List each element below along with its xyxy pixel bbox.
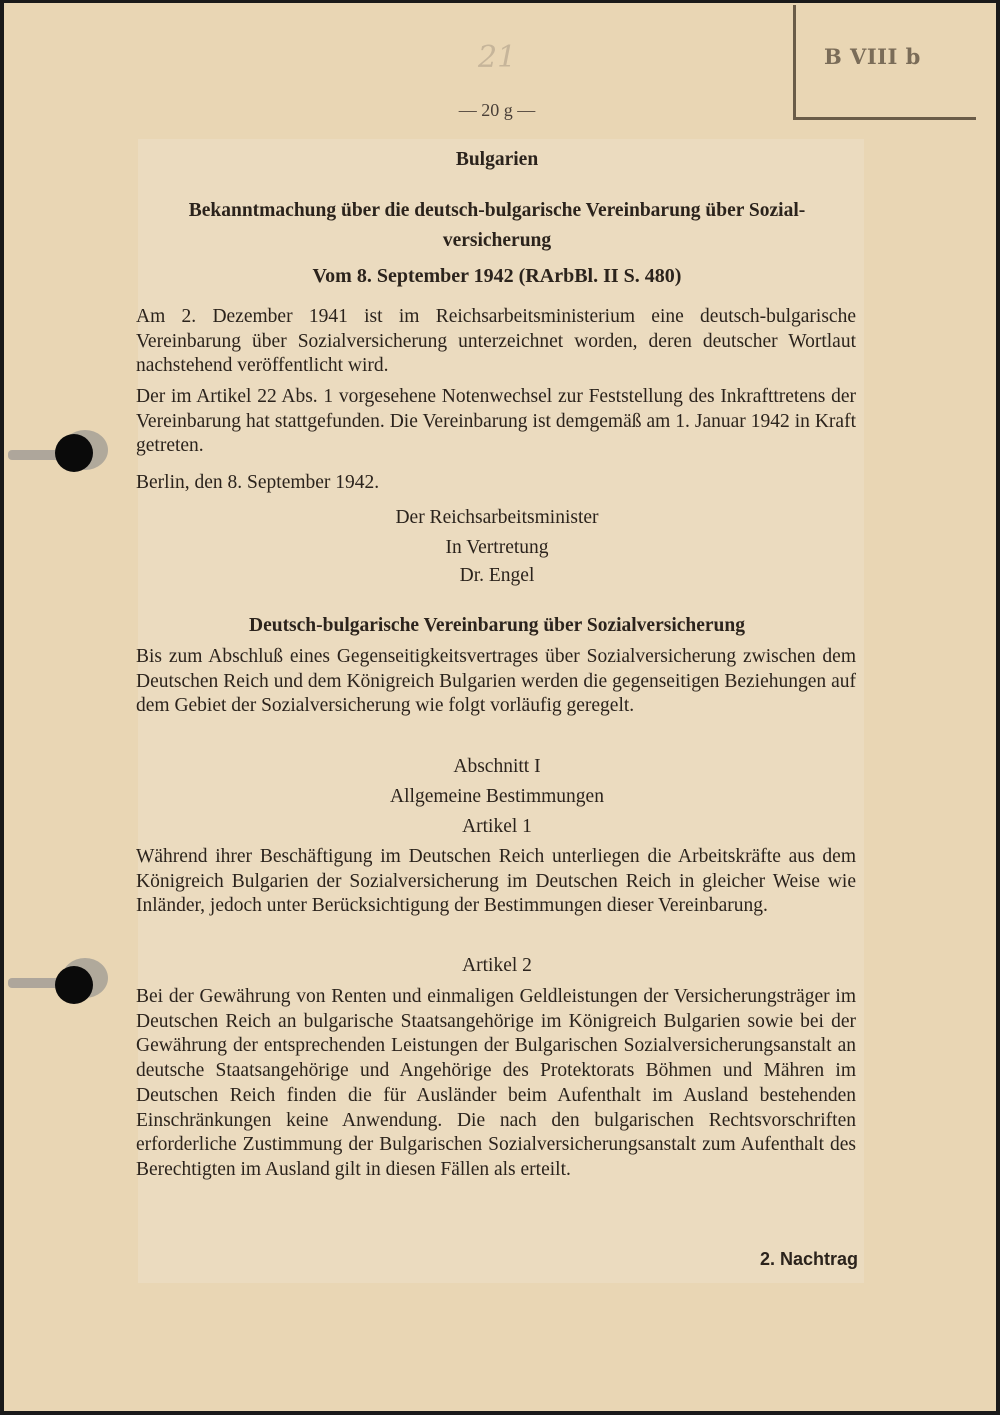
article-1-text: Während ihrer Beschäftigung im Deutschen Reich unterliegen die Arbeitskräfte aus dem Königreich Bulgarien der Sozialversicherung im Deutschen Reich in gleicher Weise wie Inländer, jedoch unter Berücksichtigung der Bestimmungen dieser Vereinbarung. [136, 846, 856, 917]
page-number: — 20 g — [458, 100, 536, 120]
paragraph-1: Am 2. Dezember 1941 ist im Reichsarbeitsministerium eine deutsch-bulgarische Vereinbarung über Sozialversicherung unterzeichnet worden, deren deutscher Wortlaut nachstehend veröffentlicht wird. [136, 306, 856, 377]
signature-name: Dr. Engel [459, 565, 535, 586]
announcement-title-line2: versicherung [442, 230, 552, 251]
agreement-title: Deutsch-bulgarische Vereinbarung über Sozialversicherung [248, 615, 745, 636]
signature-line-1: Der Reichsarbeitsminister [395, 507, 599, 528]
footer-note: 2. Nachtrag [759, 1249, 858, 1269]
pencil-annotation: 21 [478, 40, 517, 75]
article-1-heading: Artikel 1 [462, 816, 532, 837]
section-heading: Abschnitt I [453, 756, 541, 777]
country-heading: Bulgarien [455, 149, 539, 170]
article-2-text: Bei der Gewährung von Renten und einmaligen Geldleistungen der Versicherungsträger im Deutschen Reich an bulgarische Staatsangehörige im Königreich Bulgarien sowie bei der Gewährung der entsprechenden Leistungen der Bulgarischen Sozialversicherungsanstalt an deutsche Staatsangehörige und Angehörige des Protektorats Böhmen und Mähren im Deutschen Reich finden die für Ausländer beim Aufenthalt im Ausland bestehenden Einschränkungen keine Anwendung. Die nach den bulgarischen Rechtsvorschriften erforderliche Zustimmung der Bulgarischen Sozialversicherungsanstalt zum Aufenthalt des Berechtigten im Ausland gilt in diesen Fällen als erteilt. [136, 986, 856, 1180]
punch-hole-bottom [55, 966, 93, 1004]
announcement-date: Vom 8. September 1942 (RArbBl. II S. 480) [312, 265, 682, 287]
article-2-heading: Artikel 2 [462, 955, 532, 976]
agreement-intro: Bis zum Abschluß eines Gegenseitigkeitsvertrages über Sozialversicherung zwischen dem Deutschen Reich und dem Königreich Bulgarien werden die gegenseitigen Beziehungen auf dem Gebiet der Sozialversicherung wie folgt vorläufig geregelt. [136, 646, 856, 717]
announcement-title-line1: Bekanntmachung über die deutsch-bulgarische Vereinbarung über Sozial- [188, 200, 806, 221]
place-date: Berlin, den 8. September 1942. [136, 472, 380, 493]
paragraph-2: Der im Artikel 22 Abs. 1 vorgesehene Notenwechsel zur Feststellung des Inkrafttretens der Vereinbarung hat stattgefunden. Die Vereinbarung ist demgemäß am 1. Januar 1942 in Kraft getreten. [136, 386, 856, 457]
punch-hole-top [55, 434, 93, 472]
section-title: Allgemeine Bestimmungen [390, 786, 604, 807]
signature-line-2: In Vertretung [445, 537, 549, 558]
archive-stamp-label: B VIII b [824, 44, 921, 69]
